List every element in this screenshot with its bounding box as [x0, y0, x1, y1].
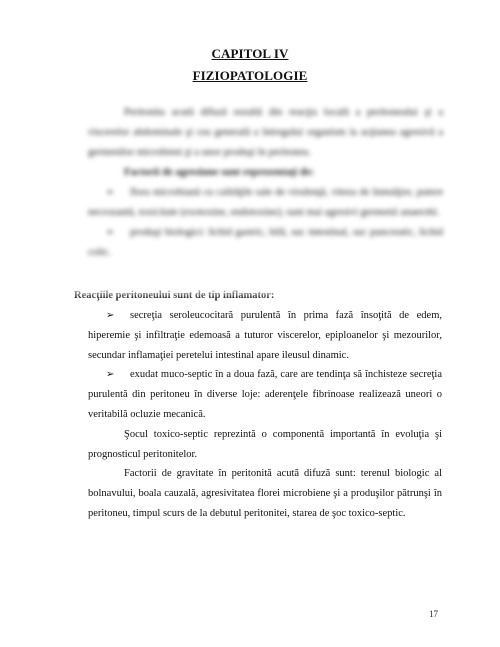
arrowhead-bullet-icon: ➢ [106, 369, 115, 381]
paragraph: Şocul toxico-septic reprezintă o componentă importantă în evoluţia şi prognosticul peritonitelor. [88, 428, 442, 460]
main-text-section [88, 286, 442, 524]
blurred-text-section [88, 103, 443, 263]
bullet-text: exudat muco-septic în a doua fază, care are tendinţa să închisteze secreţia purulentă din peritoneu în diverse loje: aderenţele fibrinoase realizează uneori o veritabilă ocluzie mecanică. [88, 369, 442, 420]
chapter-subtitle: FIZIOPATOLOGIE [192, 68, 308, 83]
blurred-bullet-item [88, 223, 443, 263]
arrowhead-bullet-icon: ➢ [106, 187, 115, 198]
bullet-text: secreţia seroleucocitară purulentă în prima fază însoţită de edem, hiperemie şi infiltraţie edemoasă a tuturor viscerelor, epiploanelor şi mezourilor, secundar inflamaţiei peretelui intestinal apare ileusul dinamic. [88, 310, 442, 361]
chapter-title: CAPITOL IV [211, 46, 289, 61]
blurred-bullet-item [88, 183, 443, 223]
blurred-heading: Factorii de agresiune sunt reprezentaţi de: [124, 167, 314, 178]
bullet-item [88, 365, 442, 424]
heading-blur-overlay [72, 286, 302, 296]
section-heading [88, 286, 442, 306]
blurred-bullet-text: produşi biologici: lichid gastric, bilă, suc intestinal, suc pancreatic, lichid colic. [88, 227, 443, 258]
page-number: 17 [429, 609, 438, 619]
blurred-paragraph: Peritonita acută difuză rezultă din reacţia locală a peritoneului şi a viscerelor abdominale şi cea generală a întregului organism la acţiunea agresivă a germenilor microbieni şi a unor produşi în peritoneu. [88, 107, 443, 158]
paragraph: Factorii de gravitate în peritonită acută difuză sunt: terenul biologic al bolnavului, boala cauzală, agresivitatea florei microbiene şi a produşilor pătrunşi în peritoneu, timpul scurs de la debutul peritonitei, starea de şoc toxico-septic. [88, 468, 442, 519]
blurred-bullet-text: flora microbiană cu calităţile sale de virulenţă, viteza de înmulţire, putere necrozantă, toxicitate (exotoxine, endotoxine); sunt mai agresivi germenii anaerobi. [88, 187, 443, 218]
arrowhead-bullet-icon: ➢ [106, 310, 115, 321]
arrowhead-bullet-icon: ➢ [106, 227, 115, 238]
bullet-item [88, 306, 442, 365]
